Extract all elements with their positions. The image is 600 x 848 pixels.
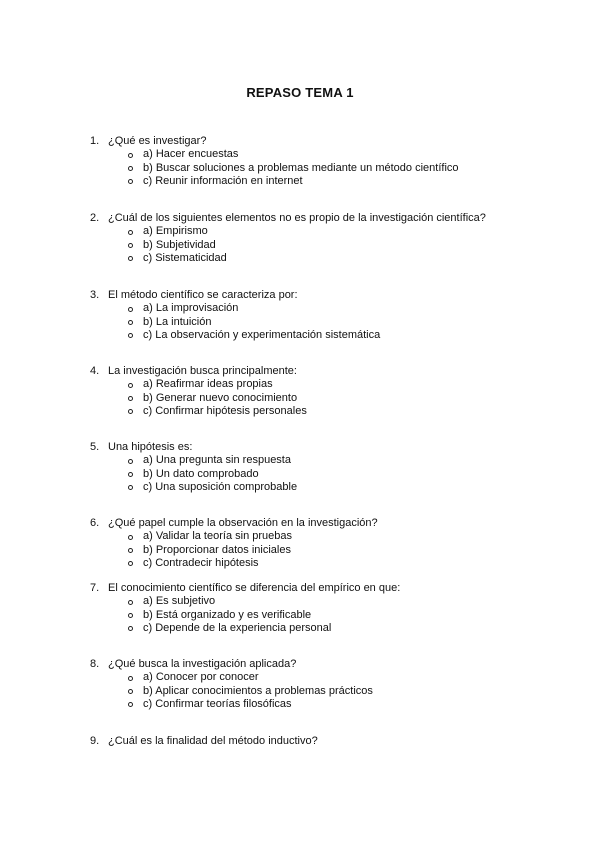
- option-text: b) Proporcionar datos iniciales: [143, 543, 291, 556]
- question-number: 9.: [90, 735, 100, 747]
- option-item: [90, 392, 560, 405]
- circle-bullet-icon: [128, 676, 133, 681]
- question-number: 3.: [90, 289, 100, 301]
- option-item: [90, 468, 560, 481]
- question-3: [90, 289, 560, 343]
- option-list: [90, 454, 560, 494]
- circle-bullet-icon: [128, 702, 133, 707]
- circle-bullet-icon: [128, 409, 133, 414]
- option-text: c) Una suposición comprobable: [143, 481, 298, 494]
- question-number: 2.: [90, 212, 100, 224]
- option-list: [90, 530, 560, 570]
- option-text: a) La improvisación: [143, 302, 239, 315]
- option-item: [90, 671, 560, 684]
- circle-bullet-icon: [128, 472, 133, 477]
- circle-bullet-icon: [128, 535, 133, 540]
- circle-bullet-icon: [128, 320, 133, 325]
- circle-bullet-icon: [128, 561, 133, 566]
- circle-bullet-icon: [128, 383, 133, 388]
- question-number: 6.: [90, 517, 100, 529]
- option-text: b) Generar nuevo conocimiento: [143, 391, 298, 404]
- option-text: c) Confirmar teorías filosóficas: [143, 698, 292, 711]
- question-2: [90, 212, 560, 266]
- question-number: 1.: [90, 135, 100, 147]
- question-text: ¿Cuál de los siguientes elementos no es propio de la investigación científica?: [108, 212, 486, 224]
- option-item: [90, 530, 560, 543]
- circle-bullet-icon: [128, 548, 133, 553]
- question-8: [90, 658, 560, 712]
- option-item: [90, 544, 560, 557]
- circle-bullet-icon: [128, 689, 133, 694]
- option-text: c) Confirmar hipótesis personales: [143, 405, 307, 418]
- question-text: El conocimiento científico se diferencia del empírico en que:: [108, 582, 401, 594]
- circle-bullet-icon: [128, 179, 133, 184]
- option-text: c) Reunir información en internet: [143, 175, 303, 188]
- page-title: REPASO TEMA 1: [246, 85, 354, 100]
- option-item: [90, 685, 560, 698]
- circle-bullet-icon: [128, 153, 133, 158]
- question-text: Una hipótesis es:: [108, 441, 193, 453]
- question-text: ¿Qué es investigar?: [108, 135, 207, 147]
- option-item: [90, 698, 560, 711]
- option-text: b) Subjetividad: [143, 238, 216, 251]
- option-item: [90, 175, 560, 188]
- question-number: 5.: [90, 441, 100, 453]
- option-item: [90, 316, 560, 329]
- question-text: La investigación busca principalmente:: [108, 365, 297, 377]
- option-text: a) Conocer por conocer: [143, 671, 259, 684]
- option-text: b) Está organizado y es verificable: [143, 608, 312, 621]
- circle-bullet-icon: [128, 166, 133, 171]
- option-item: [90, 609, 560, 622]
- circle-bullet-icon: [128, 256, 133, 261]
- option-list: [90, 225, 560, 265]
- circle-bullet-icon: [128, 230, 133, 235]
- circle-bullet-icon: [128, 613, 133, 618]
- option-item: [90, 557, 560, 570]
- option-text: a) Una pregunta sin respuesta: [143, 454, 291, 467]
- question-4: [90, 365, 560, 419]
- option-text: b) La intuición: [143, 315, 212, 328]
- option-item: [90, 622, 560, 635]
- option-text: b) Aplicar conocimientos a problemas prácticos: [143, 684, 373, 697]
- circle-bullet-icon: [128, 459, 133, 464]
- question-5: [90, 441, 560, 495]
- option-list: [90, 378, 560, 418]
- question-9: [90, 735, 560, 748]
- option-list: [90, 671, 560, 711]
- circle-bullet-icon: [128, 333, 133, 338]
- question-6: [90, 517, 560, 571]
- option-list: [90, 595, 560, 635]
- option-item: [90, 481, 560, 494]
- option-item: [90, 329, 560, 342]
- option-item: [90, 252, 560, 265]
- option-text: a) Validar la teoría sin pruebas: [143, 530, 292, 543]
- question-7: [90, 582, 560, 636]
- question-number: 8.: [90, 658, 100, 670]
- option-text: b) Buscar soluciones a problemas mediante un método científico: [143, 161, 459, 174]
- option-item: [90, 225, 560, 238]
- option-item: [90, 405, 560, 418]
- option-list: [90, 302, 560, 342]
- option-text: c) La observación y experimentación sistemática: [143, 329, 381, 342]
- option-text: a) Hacer encuestas: [143, 148, 239, 161]
- option-text: a) Es subjetivo: [143, 595, 216, 608]
- option-item: [90, 378, 560, 391]
- option-item: [90, 454, 560, 467]
- circle-bullet-icon: [128, 626, 133, 631]
- option-text: a) Reafirmar ideas propias: [143, 378, 273, 391]
- question-number: 7.: [90, 582, 100, 594]
- option-text: c) Sistematicidad: [143, 252, 227, 265]
- option-item: [90, 239, 560, 252]
- circle-bullet-icon: [128, 600, 133, 605]
- option-list: [90, 148, 560, 188]
- circle-bullet-icon: [128, 307, 133, 312]
- question-1: [90, 135, 560, 189]
- option-text: c) Depende de la experiencia personal: [143, 622, 332, 635]
- option-item: [90, 162, 560, 175]
- question-text: El método científico se caracteriza por:: [108, 289, 298, 301]
- question-text: ¿Cuál es la finalidad del método inductivo?: [108, 735, 318, 747]
- option-item: [90, 302, 560, 315]
- question-text: ¿Qué busca la investigación aplicada?: [108, 658, 297, 670]
- option-text: b) Un dato comprobado: [143, 467, 259, 480]
- option-text: a) Empirismo: [143, 225, 208, 238]
- question-text: ¿Qué papel cumple la observación en la investigación?: [108, 517, 378, 529]
- circle-bullet-icon: [128, 396, 133, 401]
- circle-bullet-icon: [128, 243, 133, 248]
- circle-bullet-icon: [128, 485, 133, 490]
- option-item: [90, 148, 560, 161]
- option-text: c) Contradecir hipótesis: [143, 557, 259, 570]
- option-item: [90, 595, 560, 608]
- question-number: 4.: [90, 365, 100, 377]
